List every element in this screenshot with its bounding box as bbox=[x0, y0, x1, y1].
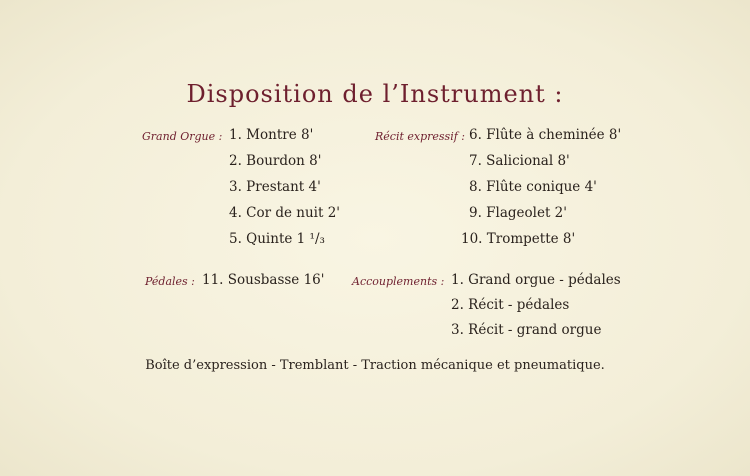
accouplement-item: 2. Récit - pédales bbox=[451, 297, 570, 313]
recit-stop: 9. Flageolet 2' bbox=[469, 205, 567, 221]
accouplements-label: Accouplements : bbox=[352, 275, 445, 288]
recit-label: Récit expressif : bbox=[375, 130, 465, 143]
accouplement-item: 3. Récit - grand orgue bbox=[451, 322, 602, 338]
grand-orgue-stop: 5. Quinte 1 ¹/₃ bbox=[229, 231, 325, 247]
grand-orgue-stop: 1. Montre 8' bbox=[229, 127, 314, 143]
grand-orgue-stop: 3. Prestant 4' bbox=[229, 179, 321, 195]
footer-note: Boîte d’expression - Tremblant - Traction mécanique et pneumatique. bbox=[145, 358, 605, 373]
grand-orgue-stop: 2. Bourdon 8' bbox=[229, 153, 322, 169]
accouplement-item: 1. Grand orgue - pédales bbox=[451, 272, 621, 288]
pedales-label: Pédales : bbox=[145, 275, 195, 288]
recit-stop: 6. Flûte à cheminée 8' bbox=[469, 127, 622, 143]
pedales-stop: 11. Sousbasse 16' bbox=[202, 272, 325, 288]
recit-stop: 7. Salicional 8' bbox=[469, 153, 570, 169]
grand-orgue-stop: 4. Cor de nuit 2' bbox=[229, 205, 341, 221]
grand-orgue-label: Grand Orgue : bbox=[142, 130, 223, 143]
page-title: Disposition de l’Instrument : bbox=[186, 80, 564, 108]
recit-stop: 10. Trompette 8' bbox=[461, 231, 576, 247]
recit-stop: 8. Flûte conique 4' bbox=[469, 179, 597, 195]
